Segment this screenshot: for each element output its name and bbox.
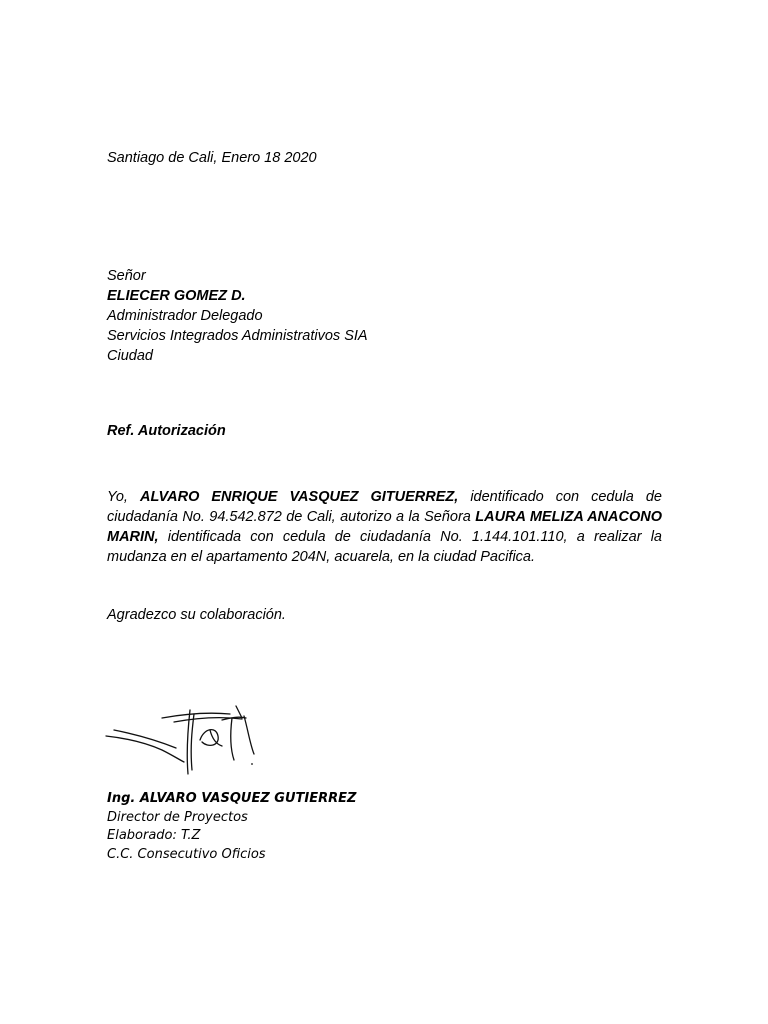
recipient-name: ELIECER GOMEZ D. [107, 288, 246, 304]
authorizer-name: ALVARO ENRIQUE VASQUEZ GITUERREZ, [140, 489, 459, 505]
signer-position: Director de Proyectos [107, 809, 248, 825]
recipient-city: Ciudad [107, 348, 153, 364]
body-paragraph [107, 487, 662, 567]
reference-line: Ref. Autorización [107, 423, 226, 439]
recipient-block [107, 266, 368, 366]
handwritten-signature [104, 700, 296, 780]
closing-line: Agradezco su colaboración. [107, 607, 286, 623]
recipient-organization: Servicios Integrados Administrativos SIA [107, 328, 368, 344]
recipient-salutation: Señor [107, 268, 146, 284]
cc-line: C.C. Consecutivo Oficios [107, 846, 266, 862]
recipient-title: Administrador Delegado [107, 308, 263, 324]
body-text-2: identificado con cedula de ciudadanía No. 94.542.872 de Cali, autorizo a la Señora [107, 489, 662, 525]
signature-block [107, 790, 356, 864]
signer-name: Ing. ALVARO VASQUEZ GUTIERREZ [107, 791, 357, 806]
authorized-person-name: LAURA MELIZA ANACONO MARIN, [107, 509, 662, 545]
body-text-1: Yo, [107, 489, 140, 505]
date-line: Santiago de Cali, Enero 18 2020 [107, 150, 317, 166]
body-text-3: identificada con cedula de ciudadanía No. 1.144.101.110, a realizar la mudanza en el apartamento 204N, acuarela, en la ciudad Pacifica. [107, 529, 662, 565]
prepared-by: Elaborado: T.Z [107, 828, 201, 843]
